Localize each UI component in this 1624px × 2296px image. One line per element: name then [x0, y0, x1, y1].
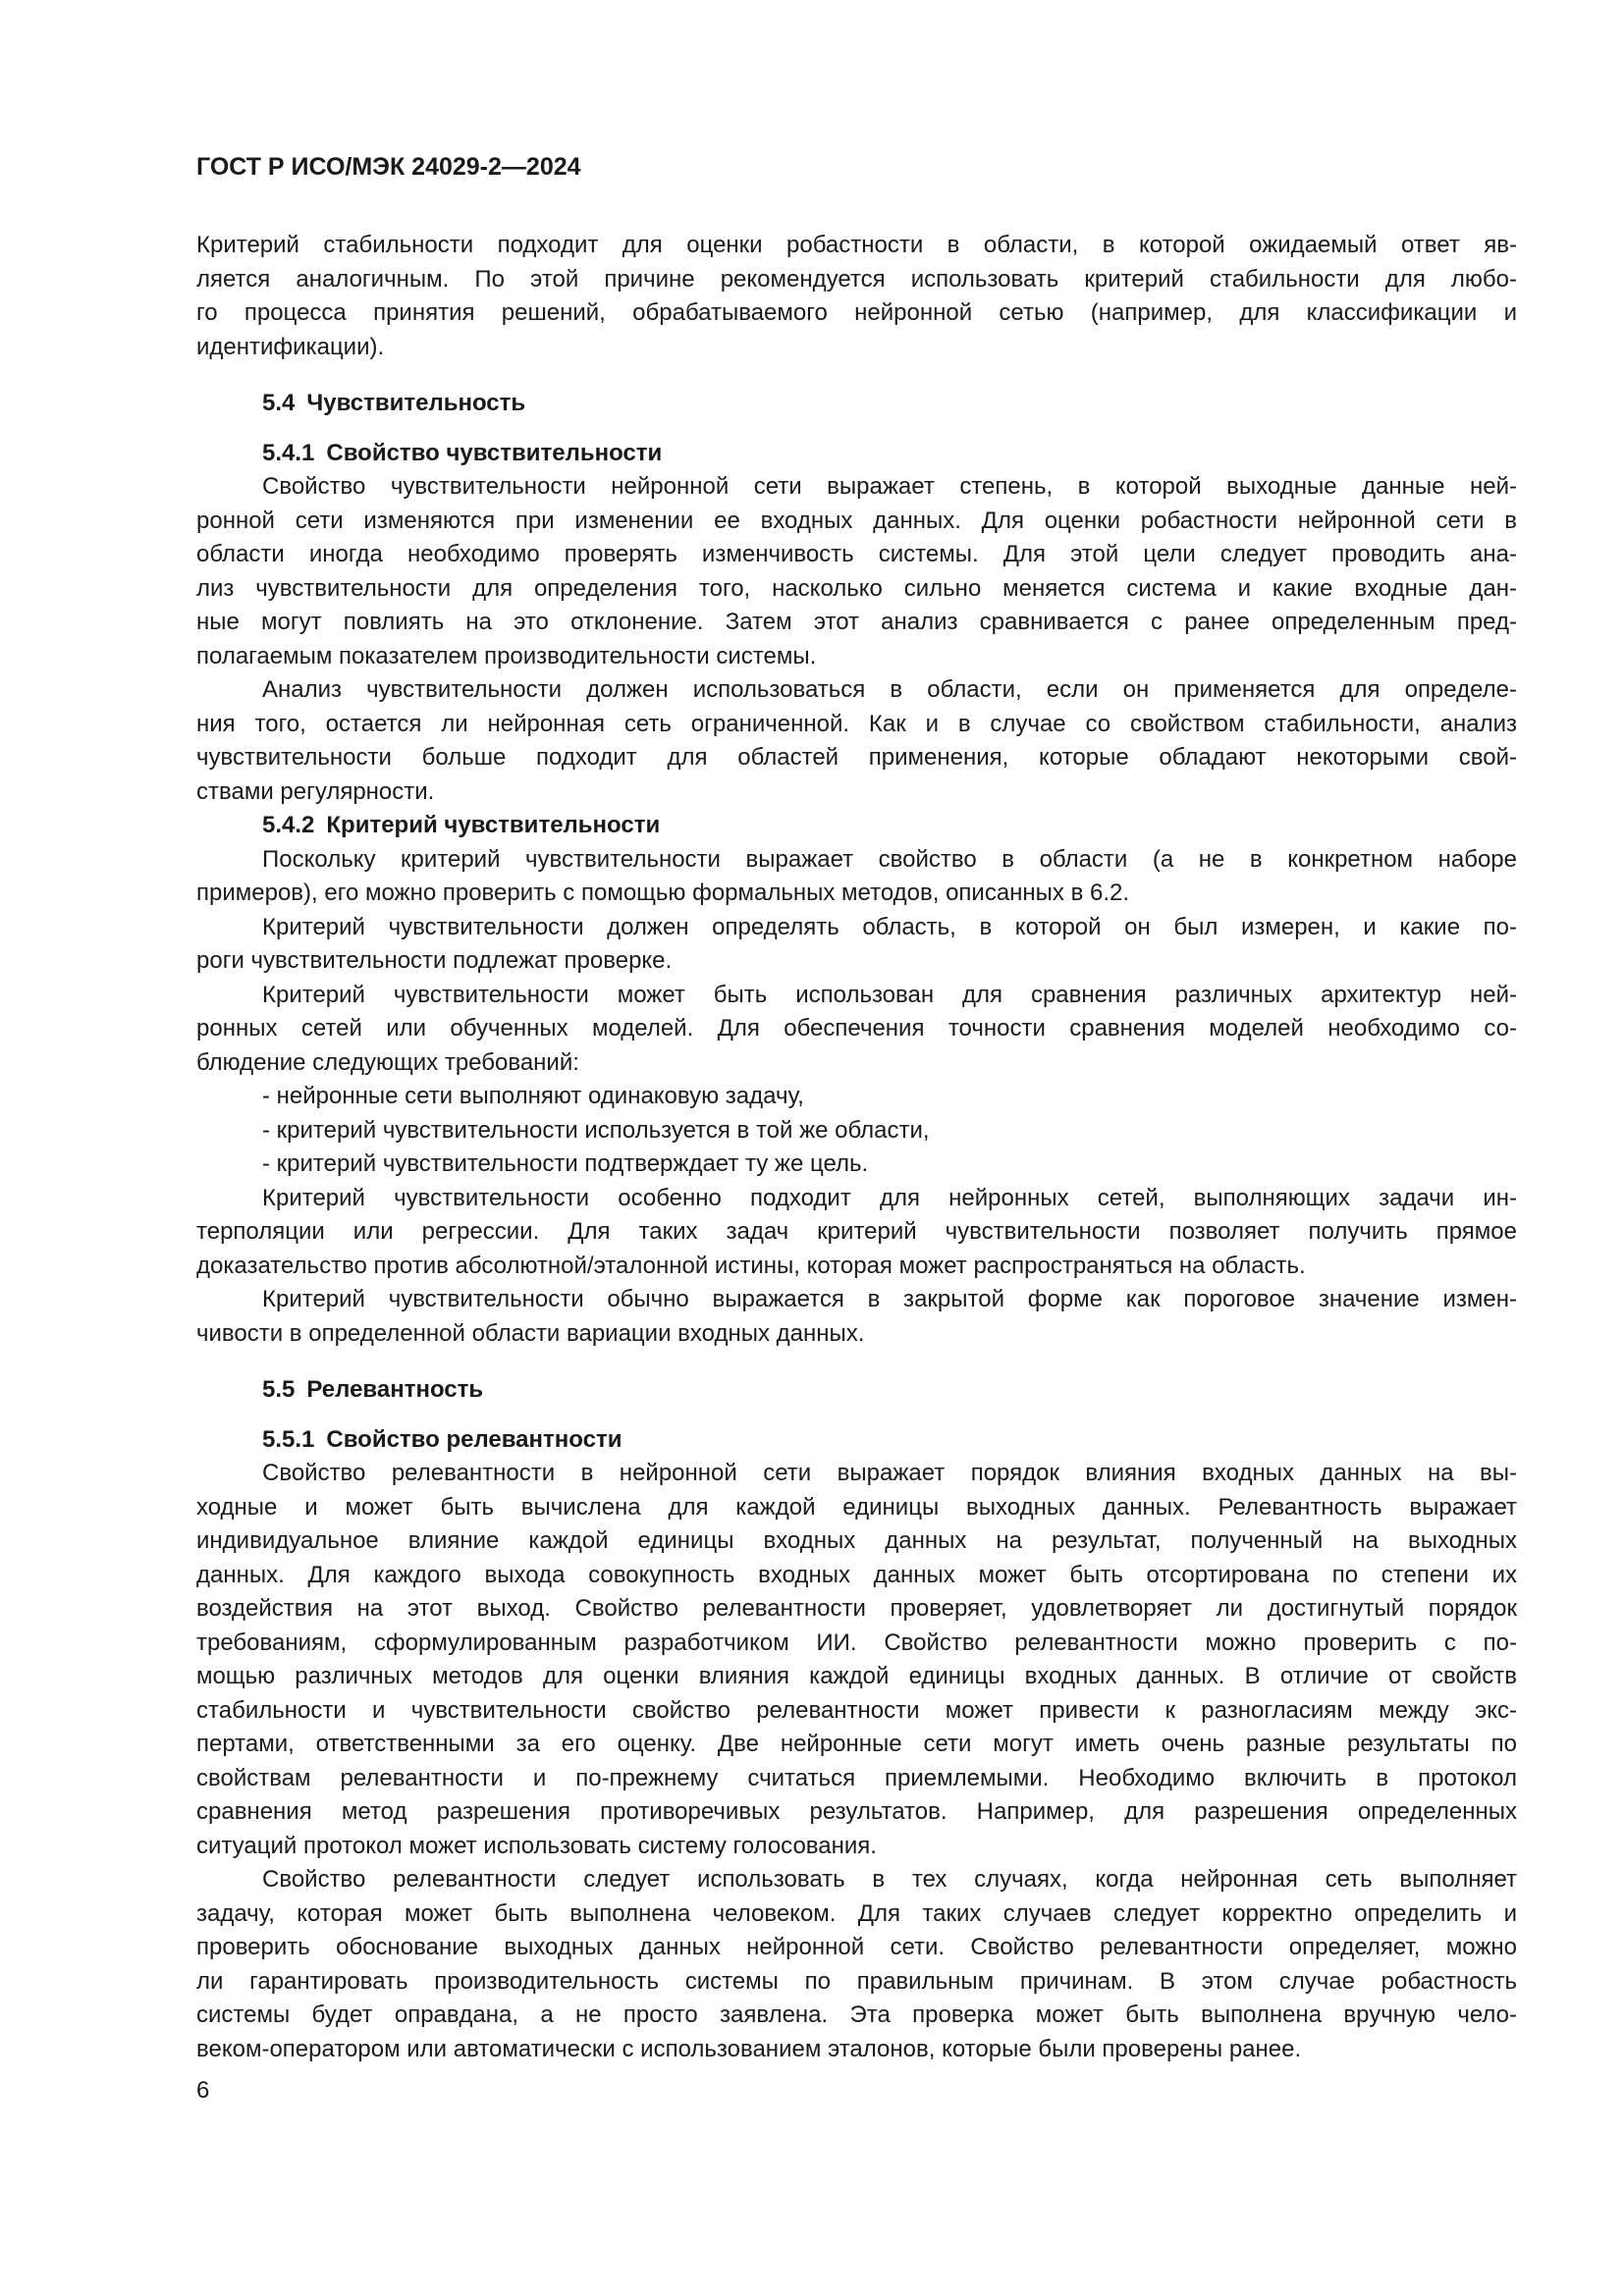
text-line: задачу, которая может быть выполнена человеком. Для таких случаев следует корректно определить и [196, 1899, 1517, 1927]
text-line: ходные и может быть вычислена для каждой единицы выходных данных. Релевантность выражает [196, 1493, 1517, 1521]
heading-number: 5.4.2 [262, 812, 315, 838]
text-line: индивидуальное влияние каждой единицы входных данных на результат, полученный на выходных [196, 1527, 1517, 1554]
paragraph [196, 673, 1517, 809]
document-page [196, 147, 1517, 2109]
subsection-heading [196, 1423, 1517, 1458]
section-heading [196, 1373, 1517, 1408]
text-line: ситуаций протокол может использовать систему голосования. [196, 1832, 877, 1859]
text-line: ронной сети изменяются при изменении ее входных данных. Для оценки робастности нейронной сети в [196, 507, 1517, 534]
text-line: Свойство релевантности следует использовать в тех случаях, когда нейронная сеть выполняет [262, 1866, 1517, 1893]
text-line: Критерий чувствительности может быть использован для сравнения различных архитектур ней- [262, 981, 1517, 1008]
heading-title: Чувствительность [306, 390, 526, 416]
text-line: пертами, ответственными за его оценку. Две нейронные сети могут иметь очень разные результаты по [196, 1731, 1517, 1757]
document-body [196, 229, 1517, 2066]
text-line: требованиям, сформулированным разработчиком ИИ. Свойство релевантности можно проверить с по- [196, 1629, 1517, 1656]
text-line: роги чувствительности подлежат проверке. [196, 947, 673, 974]
paragraph [196, 1457, 1517, 1863]
text-line: ния того, остается ли нейронная сеть ограниченной. Как и в случае со свойством стабильности, анализ [196, 710, 1517, 737]
paragraph [196, 979, 1517, 1081]
text-line: - нейронные сети выполняют одинаковую задачу, [262, 1083, 804, 1109]
page-number: 6 [196, 2077, 210, 2104]
text-line: чувствительности больше подходит для областей применения, которые обладают некоторыми свой- [196, 744, 1517, 771]
text-line: ствами регулярности. [196, 777, 435, 805]
heading-number: 5.4.1 [262, 439, 315, 466]
text-line: веком-оператором или автоматически с использованием эталонов, которые были проверены ранее. [196, 2035, 1302, 2062]
text-line: мощью различных методов для оценки влияния каждой единицы входных данных. В отличие от свойств [196, 1663, 1517, 1689]
text-line: Свойство релевантности в нейронной сети выражает порядок влияния входных данных на вы- [262, 1460, 1517, 1486]
text-line: Критерий чувствительности должен определять область, в которой он был измерен, и какие по- [262, 913, 1517, 940]
document-header: ГОСТ Р ИСО/МЭК 24029-2—2024 [196, 153, 581, 181]
heading-number: 5.5 [262, 1376, 296, 1403]
heading-number: 5.4 [262, 390, 296, 416]
text-line: Свойство чувствительности нейронной сети выражает степень, в которой выходные данные ней- [262, 473, 1517, 500]
text-line: свойствам релевантности и по-прежнему считаться приемлемыми. Необходимо включить в протокол [196, 1764, 1517, 1791]
text-line: Поскольку критерий чувствительности выражает свойство в области (а не в конкретном наборе [262, 845, 1517, 873]
text-line: области иногда необходимо проверять изменчивость системы. Для этой цели следует проводить ана- [196, 541, 1517, 567]
text-line: проверить обоснование выходных данных нейронной сети. Свойство релевантности определяет, можно [196, 1934, 1517, 1960]
paragraph [196, 229, 1517, 364]
heading-number: 5.5.1 [262, 1425, 315, 1453]
section-heading [196, 387, 1517, 421]
text-line: Критерий чувствительности особенно подходит для нейронных сетей, выполняющих задачи ин- [262, 1184, 1517, 1211]
paragraph [196, 1080, 1517, 1114]
text-line: го процесса принятия решений, обрабатываемого нейронной сетью (например, для классификации и [196, 299, 1517, 326]
text-line: идентификации). [196, 333, 385, 360]
paragraph [196, 1182, 1517, 1284]
heading-title: Релевантность [306, 1376, 484, 1403]
heading-title: Критерий чувствительности [326, 812, 661, 838]
text-line: полагаемым показателем производительности системы. [196, 642, 817, 669]
text-line: - критерий чувствительности используется в той же области, [262, 1116, 930, 1144]
text-line: ли гарантировать производительность системы по правильным причинам. В этом случае робастность [196, 1967, 1517, 1995]
text-line: ронных сетей или обученных моделей. Для обеспечения точности сравнения моделей необходимо со- [196, 1015, 1517, 1041]
subsection-heading [196, 809, 1517, 843]
text-line: терполяции или регрессии. Для таких задач критерий чувствительности позволяет получить прямое [196, 1218, 1517, 1245]
text-line: системы будет оправдана, а не просто заявлена. Эта проверка может быть выполнена вручную чело- [196, 2002, 1517, 2028]
text-line: Критерий чувствительности обычно выражается в закрытой форме как пороговое значение измен- [262, 1286, 1517, 1312]
text-line: ные могут повлиять на это отклонение. Затем этот анализ сравнивается с ранее определенным пред- [196, 609, 1517, 635]
paragraph [196, 1863, 1517, 2066]
text-line: блюдение следующих требований: [196, 1048, 579, 1076]
text-line: данных. Для каждого выхода совокупность входных данных может быть отсортирована по степени их [196, 1561, 1517, 1588]
text-line: примеров), его можно проверить с помощью формальных методов, описанных в 6.2. [196, 880, 1130, 906]
text-line: ляется аналогичным. По этой причине рекомендуется использовать критерий стабильности для любо- [196, 265, 1517, 293]
paragraph [196, 1114, 1517, 1148]
text-line: лиз чувствительности для определения того, насколько сильно меняется система и какие входные дан- [196, 574, 1517, 602]
text-line: доказательство против абсолютной/эталонной истины, которая может распространяться на область. [196, 1252, 1306, 1279]
heading-title: Свойство чувствительности [326, 439, 663, 466]
text-line: Анализ чувствительности должен использоваться в области, если он применяется для определе- [262, 676, 1517, 703]
heading-title: Свойство релевантности [326, 1425, 623, 1453]
text-line: воздействия на этот выход. Свойство релевантности проверяет, удовлетворяет ли достигнутый порядок [196, 1595, 1517, 1622]
subsection-heading [196, 437, 1517, 471]
paragraph [196, 1148, 1517, 1182]
paragraph [196, 843, 1517, 911]
text-line: Критерий стабильности подходит для оценки робастности в области, в которой ожидаемый ответ яв- [196, 232, 1517, 258]
text-line: - критерий чувствительности подтверждает ту же цель. [262, 1150, 869, 1177]
text-line: чивости в определенной области вариации входных данных. [196, 1319, 865, 1347]
text-line: стабильности и чувствительности свойство релевантности может привести к разногласиям между экс- [196, 1696, 1517, 1724]
paragraph [196, 1283, 1517, 1351]
paragraph [196, 470, 1517, 673]
paragraph [196, 911, 1517, 979]
text-line: сравнения метод разрешения противоречивых результатов. Например, для разрешения определенных [196, 1798, 1517, 1825]
